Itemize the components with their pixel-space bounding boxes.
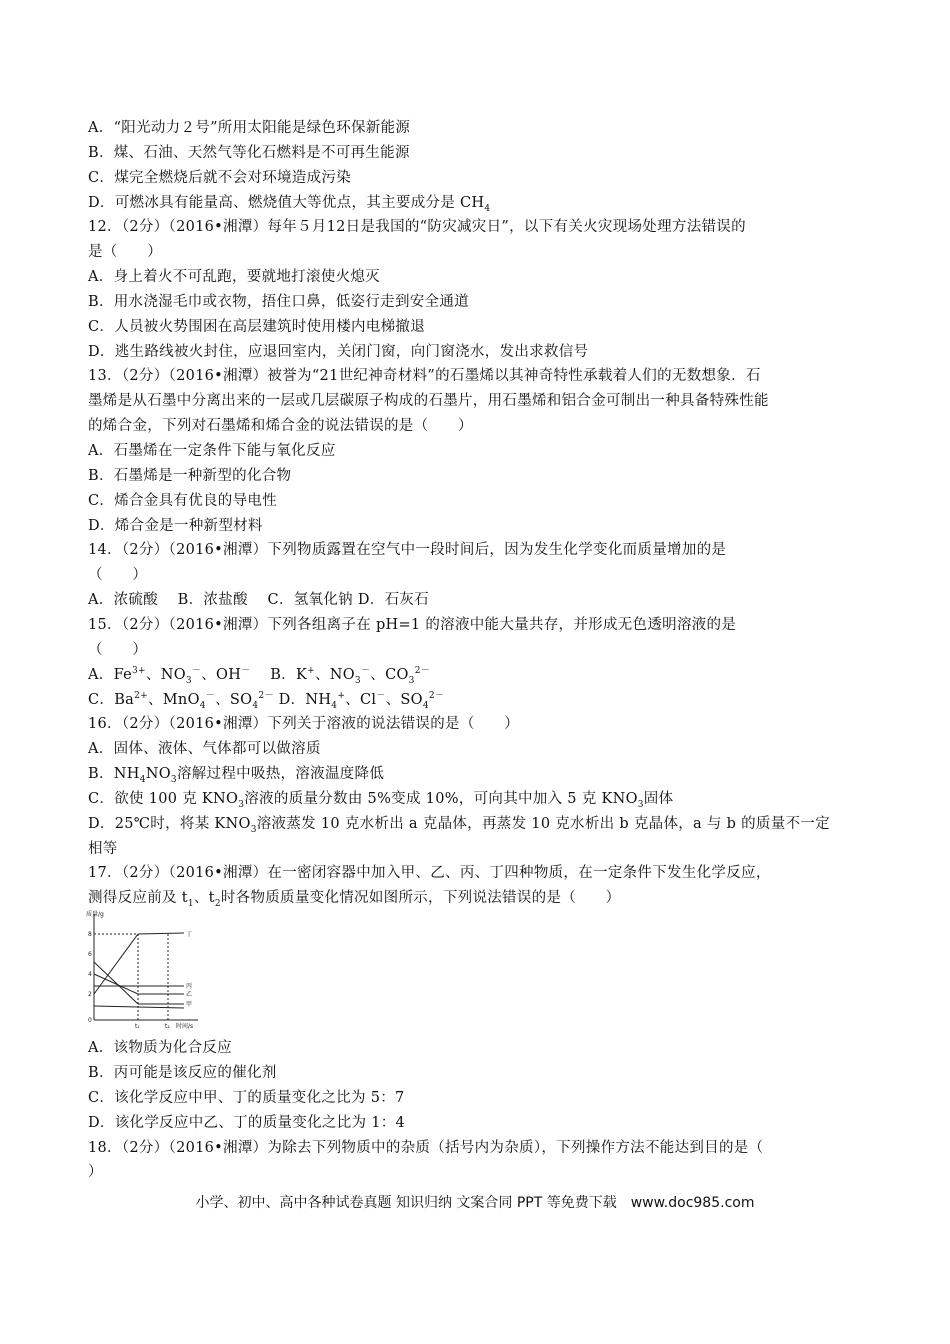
svg-text:甲: 甲 — [186, 1001, 193, 1008]
q14-stem: 14．（2分）（2016•湘潭）下列物质露置在空气中一段时间后，因为发生化学变化而质量增加的是 — [88, 542, 727, 558]
q16-option-b: B．$NH_4NO_3$溶解过程中吸热，溶液温度降低 — [88, 766, 385, 785]
q12-stem-cont: 是（ ） — [88, 244, 162, 260]
q12-option-b: B．用水浇湿毛巾或衣物，捂住口鼻，低姿行走到安全通道 — [88, 294, 469, 310]
q12-option-a: A．身上着火不可乱跑，要就地打滚使火熄灭 — [88, 269, 380, 285]
q14-stem-cont: （ ） — [88, 567, 148, 583]
q15-stem-cont: （ ） — [88, 642, 148, 658]
q12-stem: 12．（2分）（2016•湘潭）每年５月12日是我国的“防灾减灾日”，以下有关火灾现场处理方法错误的 — [88, 219, 746, 235]
svg-text:2: 2 — [88, 991, 92, 998]
q17-stem: 17．（2分）（2016•湘潭）在一密闭容器中加入甲、乙、丙、丁四种物质，在一定条件下发生化学反应， — [88, 865, 771, 881]
q13-option-a: A．石墨烯在一定条件下能与氧化反应 — [88, 443, 336, 459]
q11-option-c: C．煤完全燃烧后就不会对环境造成污染 — [88, 170, 351, 186]
svg-text:4: 4 — [88, 971, 92, 978]
q16-option-a: A．固体、液体、气体都可以做溶质 — [88, 741, 321, 757]
q17-option-a: A．该物质为化合反应 — [88, 1040, 232, 1056]
q13-stem-cont: 墨烯是从石墨中分离出来的一层或几层碳原子构成的石墨片，用石墨烯和铝合金可制出一种具备特殊性能 — [88, 393, 769, 409]
svg-text:8: 8 — [88, 931, 92, 938]
svg-text:丁: 丁 — [186, 931, 193, 938]
q13-option-c: C．烯合金具有优良的导电性 — [88, 493, 277, 509]
q13-stem-cont2: 的烯合金，下列对石墨烯和烯合金的说法错误的是（ ） — [88, 418, 473, 434]
svg-text:t₁: t₁ — [135, 1023, 140, 1030]
svg-text:乙: 乙 — [186, 991, 193, 998]
q11-option-d: D．可燃冰具有能量高、燃烧值大等优点，其主要成分是 $CH_4$ — [88, 195, 491, 214]
q18-stem: 18．（2分）（2016•湘潭）为除去下列物质中的杂质（括号内为杂质），下列操作方法不能达到目的是（ — [88, 1140, 764, 1156]
q17-stem-cont: 测得反应前及 $t_1$、$t_2$时各物质质量变化情况如图所示，下列说法错误的是（ ） — [88, 890, 621, 909]
q17-option-d: D．该化学反应中乙、丁的质量变化之比为 1：4 — [88, 1115, 406, 1131]
svg-text:质量/g: 质量/g — [86, 911, 104, 918]
q16-option-d: D．25℃时，将某 $KNO_3$溶液蒸发 10 克水析出 a 克晶体，再蒸发 10 克水析出 b 克晶体，a 与 b 的质量不一定 — [88, 816, 830, 835]
q14-options: A．浓硫酸 B．浓盐酸 C．氢氧化钠 D．石灰石 — [88, 592, 429, 608]
q15-stem: 15．（2分）（2016•湘潭）下列各组离子在 pH=1 的溶液中能大量共存，并形成无色透明溶液的是 — [88, 617, 737, 633]
q13-option-b: B．石墨烯是一种新型的化合物 — [88, 468, 292, 484]
svg-text:t₂: t₂ — [165, 1023, 170, 1030]
q12-option-c: C．人员被火势围困在高层建筑时使用楼内电梯撤退 — [88, 319, 425, 335]
q18-stem-cont: ） — [88, 1164, 103, 1180]
q16-option-d-cont: 相等 — [88, 841, 118, 857]
q12-option-d: D．逃生路线被火封住，应退回室内，关闭门窗，向门窗浇水，发出求救信号 — [88, 344, 589, 360]
svg-text:0: 0 — [88, 1017, 92, 1024]
q16-stem: 16．（2分）（2016•湘潭）下列关于溶液的说法错误的是（ ） — [88, 716, 520, 732]
svg-text:6: 6 — [88, 951, 92, 958]
q16-option-c: C．欲使 100 克 $KNO_3$溶液的质量分数由 5%变成 10%，可向其中加入 5 克 $KNO_3$固体 — [88, 791, 674, 810]
mass-change-graph-image — [86, 908, 206, 1030]
q17-option-c: C．该化学反应中甲、丁的质量变化之比为 5：7 — [88, 1090, 405, 1106]
q11-option-a: A．“阳光动力２号”所用太阳能是绿色环保新能源 — [88, 120, 411, 136]
q11-option-b: B．煤、石油、天然气等化石燃料是不可再生能源 — [88, 145, 410, 161]
q15-options-ab: A．$Fe^{3+}$、$NO_3^-$、OH－ B．K+、$NO_3^-$、$CO_3^{2-}$ — [88, 666, 431, 686]
svg-text:时间/s: 时间/s — [176, 1023, 194, 1030]
footer-text: 小学、初中、高中各种试卷真题 知识归纳 文案合同 PPT 等免费下载 www.doc985.com — [195, 1195, 755, 1211]
q17-option-b: B．丙可能是该反应的催化剂 — [88, 1065, 277, 1081]
q15-options-cd: C．$Ba^{2+}$、MnO$_4$－、$SO_4^{2-}$ D．$NH_4^+$、Cl－、$SO_4^{2-}$ — [88, 691, 445, 711]
q13-option-d: D．烯合金是一种新型材料 — [88, 518, 263, 534]
q13-stem: 13．（2分）（2016•湘潭）被誉为“21世纪神奇材料”的石墨烯以其神奇特性承载着人们的无数想象．石 — [88, 368, 761, 384]
svg-text:丙: 丙 — [186, 983, 193, 990]
